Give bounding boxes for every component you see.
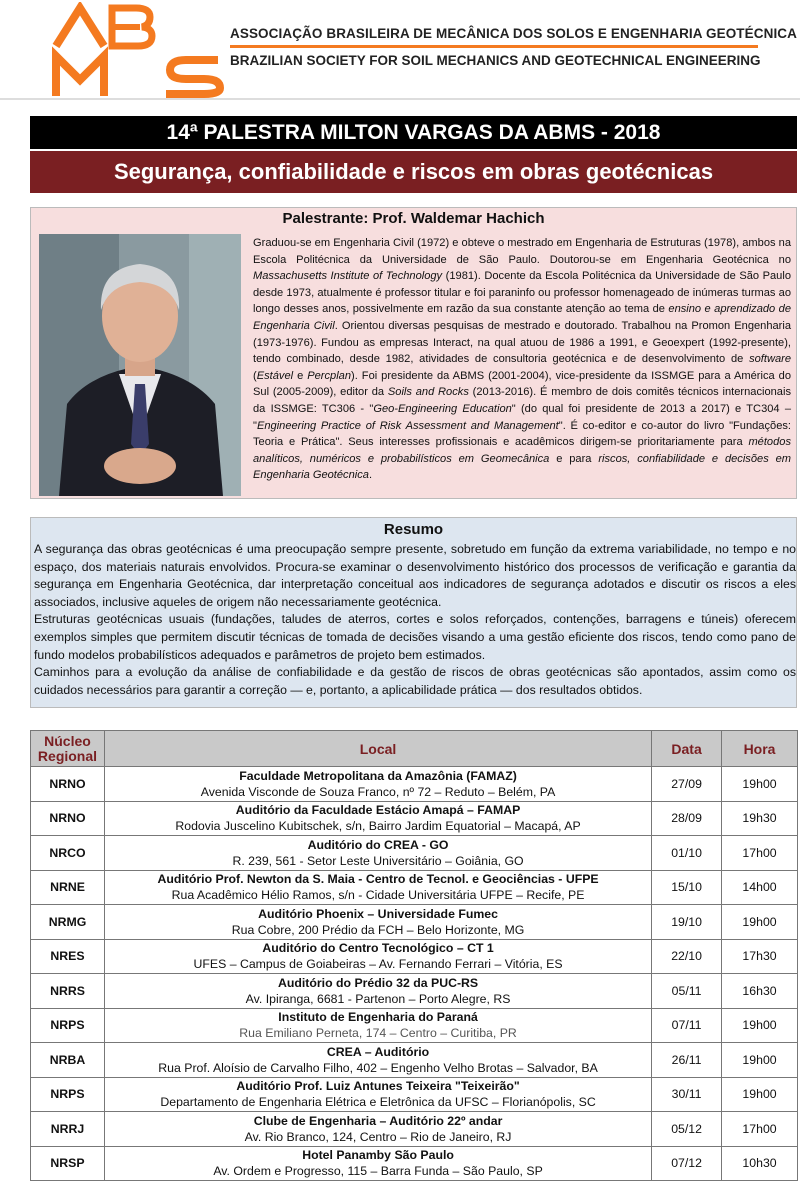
abstract-paragraph: Caminhos para a evolução da análise de confiabilidade e da gestão de riscos de obras geotécnicas são apontados, assim como os cuidados necessários para garantir a correção — e, portanto, a aplicabilidade prática — dos resultados obtidos. [34, 665, 796, 697]
cell-local [104, 801, 651, 836]
abstract-paragraph: Estruturas geotécnicas usuais (fundações, taludes de aterros, cortes e solos reforçados, contenções, barragens e túneis) oferecem exemplos simples que permitem discutir técnicas de tomada de decisões visando a uma gestão eficiente dos riscos, tendo como pano de fundo modelos probabilísticos adequados e parâmetros de projeto bem estimados. [34, 612, 796, 662]
header [0, 0, 800, 100]
venue-name: Clube de Engenharia – Auditório 22º andar [253, 1113, 503, 1128]
cell-date: 26/11 [652, 1043, 722, 1078]
cell-hour: 17h00 [722, 1112, 798, 1147]
table-row [31, 905, 798, 940]
cell-nucleo: NRMG [31, 905, 105, 940]
abstract-heading: Resumo [383, 521, 444, 538]
cell-nucleo: NRNE [31, 870, 105, 905]
cell-hour: 16h30 [722, 974, 798, 1009]
speaker-heading: Palestrante: Prof. Waldemar Hachich [282, 210, 545, 227]
cell-hour: 19h00 [722, 905, 798, 940]
venue-name: Auditório Phoenix – Universidade Fumec [258, 906, 498, 921]
table-row [31, 974, 798, 1009]
cell-hour: 19h00 [722, 1008, 798, 1043]
cell-local [104, 1008, 651, 1043]
venue-name: CREA – Auditório [326, 1044, 430, 1059]
venue-address: Av. Ordem e Progresso, 115 – Barra Funda – São Paulo, SP [213, 1164, 543, 1179]
venue-address: Rua Cobre, 200 Prédio da FCH – Belo Horizonte, MG [231, 922, 525, 937]
cell-nucleo: NRPS [31, 1008, 105, 1043]
table-row [31, 1008, 798, 1043]
venue-address: Avenida Visconde de Souza Franco, nº 72 – Reduto – Belém, PA [200, 784, 556, 799]
abstract-body [34, 541, 796, 699]
speaker-box [30, 207, 797, 499]
venue-name: Auditório do Prédio 32 da PUC-RS [277, 975, 479, 990]
cell-nucleo: NRPS [31, 1077, 105, 1112]
venue-address: Departamento de Engenharia Elétrica e Eletrônica da UFSC – Florianópolis, SC [160, 1095, 596, 1110]
venue-name: Auditório do Centro Tecnológico – CT 1 [262, 941, 494, 956]
table-row [31, 767, 798, 802]
cell-date: 30/11 [652, 1077, 722, 1112]
cell-hour: 19h00 [722, 1077, 798, 1112]
cell-local [104, 1077, 651, 1112]
cell-nucleo: NRCO [31, 836, 105, 871]
venue-address: Rua Acadêmico Hélio Ramos, s/n - Cidade Universitária UFPE – Recife, PE [171, 888, 585, 903]
cell-local [104, 1112, 651, 1147]
cell-date: 19/10 [652, 905, 722, 940]
cell-date: 07/12 [652, 1146, 722, 1181]
cell-nucleo: NRBA [31, 1043, 105, 1078]
schedule-table [30, 730, 798, 1181]
lecture-subtitle: Segurança, confiabilidade e riscos em obras geotécnicas [30, 151, 797, 193]
venue-address: Rua Prof. Aloísio de Carvalho Filho, 402 – Engenho Velho Brotas – Salvador, BA [158, 1060, 598, 1075]
table-row [31, 801, 798, 836]
cell-nucleo: NRNO [31, 801, 105, 836]
speaker-bio: Graduou-se em Engenharia Civil (1972) e obteve o mestrado em Engenharia de Estruturas (1978), ambos na Escola Politécnica da Universidade de São Paulo. Doutorou-se em Engenharia Geotécnica no Massachusetts Institute of Technology (1981). Docente da Escola Politécnica da Universidade de São Paulo desde 1973, atualmente é professor titular e foi paraninfo ou professor homenageado de inúmeras turmas ao longo desses anos, possivelmente em razão da sua constante atenção ao tema de ensino e aprendizado de Engenharia Civil. Orientou diversas pesquisas de mestrado e doutorado. Trabalhou na Promon Engenharia (1973-1976). Fundou as empresas Interact, na qual atuou de 1986 a 1991, e Geoexpert (1992-presente), tendo combinado, desde 1982, atividades de consultoria geotécnica e de desenvolvimento de software (Estável e Percplan). Foi presidente da ABMS (2001-2004), vice-presidente da ISSMGE para a América do Sul (2005-2009), editor da Soils and Rocks (2013-2016). É membro de dois comitês técnicos internacionais da ISSMGE: TC306 - "Geo-Engineering Education" (do qual foi presidente de 2013 a 2017) e TC304 – "Engineering Practice of Risk Assessment and Management". É co-editor e co-autor do livro "Fundações: Teoria e Prática". Seus interesses profissionais e acadêmicos dirigem-se prioritariamente para métodos analíticos, numéricos e probabilísticos em Geomecânica e para riscos, confiabilidade e decisões em Engenharia Geotécnica. [253, 237, 792, 482]
cell-date: 05/11 [652, 974, 722, 1009]
table-row [31, 1112, 798, 1147]
table-row [31, 939, 798, 974]
cell-date: 05/12 [652, 1112, 722, 1147]
cell-local [104, 1043, 651, 1078]
col-header-hora: Hora [722, 731, 798, 767]
venue-name: Auditório do CREA - GO [307, 837, 449, 852]
table-row [31, 836, 798, 871]
venue-address: R. 239, 561 - Setor Leste Universitário – Goiânia, GO [232, 853, 524, 868]
cell-nucleo: NRRJ [31, 1112, 105, 1147]
col-header-local: Local [104, 731, 651, 767]
org-name-pt: ASSOCIAÇÃO BRASILEIRA DE MECÂNICA DOS SOLOS E ENGENHARIA GEOTÉCNICA [230, 26, 797, 41]
cell-local [104, 939, 651, 974]
cell-local [104, 1146, 651, 1181]
col-header-data: Data [652, 731, 722, 767]
cell-local [104, 905, 651, 940]
cell-date: 28/09 [652, 801, 722, 836]
speaker-photo [39, 234, 241, 496]
venue-name: Faculdade Metropolitana da Amazônia (FAMAZ) [239, 768, 517, 783]
page-title: 14ª PALESTRA MILTON VARGAS DA ABMS - 2018 [30, 116, 797, 149]
cell-date: 27/09 [652, 767, 722, 802]
venue-address: UFES – Campus de Goiabeiras – Av. Fernando Ferrari – Vitória, ES [193, 957, 563, 972]
venue-address: Rua Emiliano Perneta, 174 – Centro – Curitiba, PR [239, 1026, 517, 1041]
cell-nucleo: NRES [31, 939, 105, 974]
cell-hour: 19h00 [722, 767, 798, 802]
cell-local [104, 974, 651, 1009]
cell-hour: 17h00 [722, 836, 798, 871]
cell-hour: 19h00 [722, 1043, 798, 1078]
cell-local [104, 767, 651, 802]
cell-hour: 14h00 [722, 870, 798, 905]
venue-name: Auditório Prof. Newton da S. Maia - Centro de Tecnol. e Geociências - UFPE [157, 872, 599, 887]
abstract-paragraph: A segurança das obras geotécnicas é uma preocupação sempre presente, sobretudo em função da extrema variabilidade, no tempo e no espaço, dos materiais naturais envolvidos. Procura-se examinar o desenvolvimento histórico dos processos de verificação e garantia da segurança em Engenharia Geotécnica, dar interpretação conceitual aos indicadores de segurança adotados e discutir os riscos a eles associados, inclusive aqueles de origem não necessariamente geotécnica. [34, 542, 796, 609]
cell-local [104, 836, 651, 871]
venue-address: Av. Rio Branco, 124, Centro – Rio de Janeiro, RJ [244, 1129, 512, 1144]
cell-hour: 17h30 [722, 939, 798, 974]
org-name-en: BRAZILIAN SOCIETY FOR SOIL MECHANICS AND GEOTECHNICAL ENGINEERING [230, 53, 761, 68]
venue-name: Instituto de Engenharia do Paraná [278, 1010, 478, 1025]
abms-logo [48, 2, 228, 98]
table-row [31, 1077, 798, 1112]
cell-date: 01/10 [652, 836, 722, 871]
venue-name: Auditório da Faculdade Estácio Amapá – FAMAP [235, 803, 521, 818]
cell-nucleo: NRNO [31, 767, 105, 802]
cell-date: 22/10 [652, 939, 722, 974]
abstract-box [30, 517, 797, 708]
header-accent-line [230, 45, 758, 48]
venue-name: Hotel Panamby São Paulo [302, 1148, 454, 1163]
table-row [31, 1043, 798, 1078]
venue-address: Av. Ipiranga, 6681 - Partenon – Porto Alegre, RS [245, 991, 511, 1006]
venue-address: Rodovia Juscelino Kubitschek, s/n, Bairro Jardim Equatorial – Macapá, AP [175, 819, 581, 834]
cell-nucleo: NRRS [31, 974, 105, 1009]
venue-name: Auditório Prof. Luiz Antunes Teixeira "Teixeirão" [236, 1079, 520, 1094]
cell-hour: 10h30 [722, 1146, 798, 1181]
table-header-row [31, 731, 798, 767]
cell-local [104, 870, 651, 905]
cell-hour: 19h30 [722, 801, 798, 836]
col-header-nucleo: Núcleo Regional [31, 731, 105, 767]
cell-date: 15/10 [652, 870, 722, 905]
table-row [31, 1146, 798, 1181]
header-divider [0, 98, 800, 100]
cell-date: 07/11 [652, 1008, 722, 1043]
table-row [31, 870, 798, 905]
cell-nucleo: NRSP [31, 1146, 105, 1181]
